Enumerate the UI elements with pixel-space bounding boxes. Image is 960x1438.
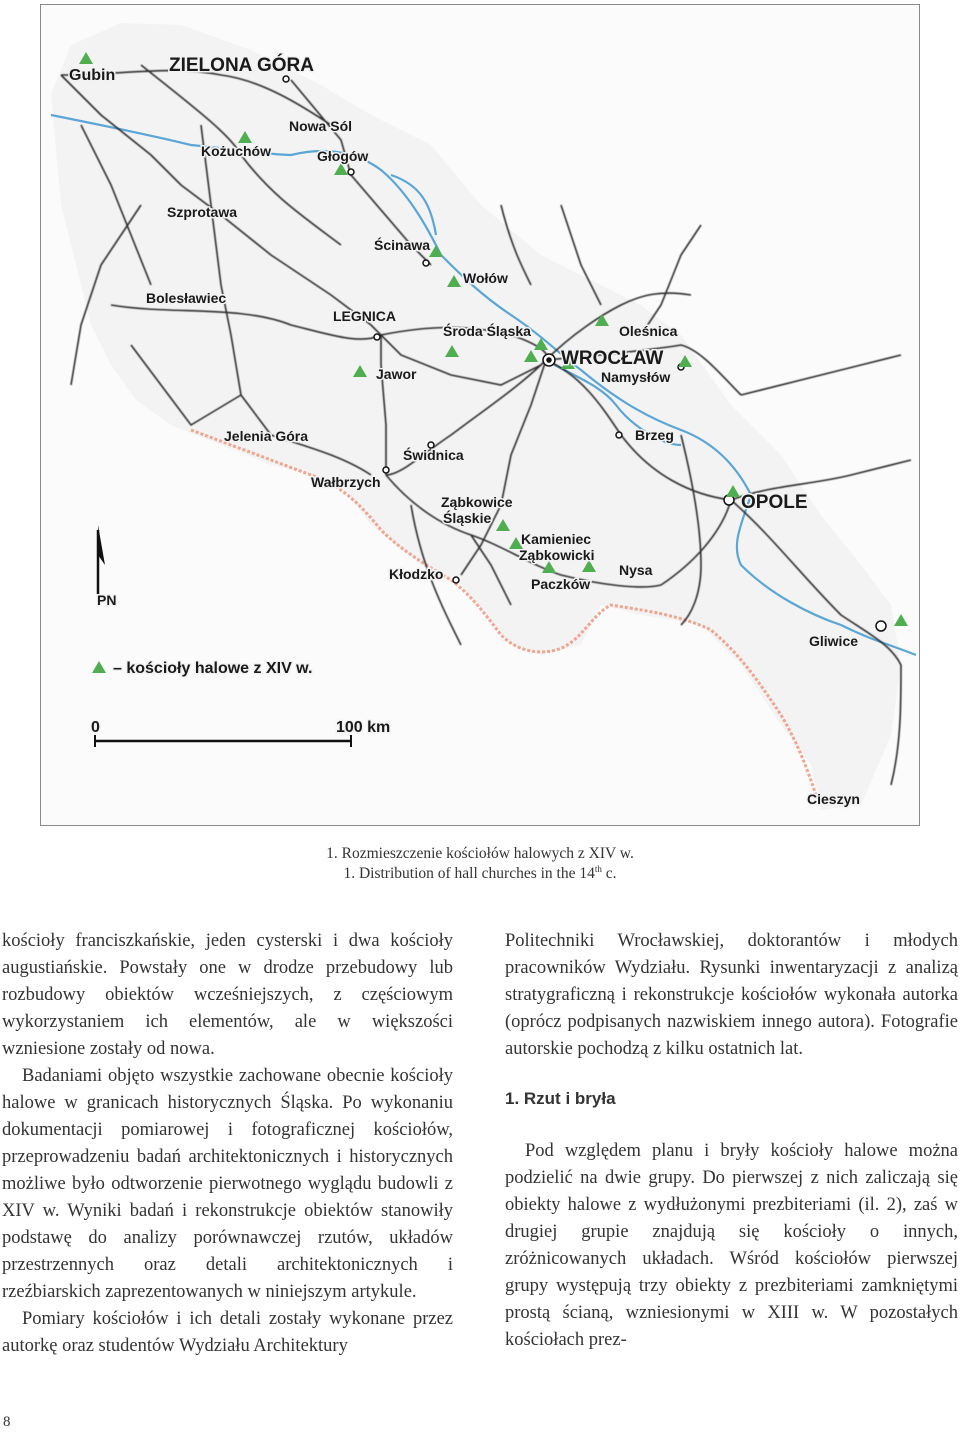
label-legnica: LEGNICA: [333, 308, 396, 324]
scale-max: 100 km: [336, 719, 391, 736]
caption-english-text: 1. Distribution of hall churches in the 14: [343, 865, 595, 883]
right-paragraph-2: Pod względem planu i bryły kościoły halowe można podzielić na dwie grupy. Do pierwszej z nich zaliczają się obiekty halowe z wydłużonymi prezbiteriami (il. 2), zaś w drugiej grupie znajdują się kościoły o innych, zróżnicowanych układach. Wśród kościołów pierwszej grupy występują trzy obiekty z prezbiteriami zamkniętymi prostą ścianą, wzniesionymi w XIII w. W pozostałych kościołach prez-: [505, 1141, 958, 1350]
label-opole: OPOLE: [741, 492, 808, 513]
map-canvas: [41, 5, 921, 827]
label-kozuchow: Kożuchów: [201, 143, 271, 159]
legend-text: – kościoły halowe z XIV w.: [113, 660, 313, 677]
caption-polish: 1. Rozmieszczenie kościołów halowych z XIV w.: [326, 845, 634, 862]
left-paragraph-3: Pomiary kościołów i ich detali zostały wykonane przez autorkę oraz studentów Wydziału Architektury: [2, 1309, 453, 1356]
label-paczkow: Paczków: [531, 576, 591, 592]
right-paragraph-1: Politechniki Wrocławskiej, doktorantów i młodych pracowników Wydziału. Rysunki inwentaryzacji z analizą stratygraficzną i rekonstrukcje kościołów wykonała autorka (oprócz podpisanych nazwiskiem innego autora). Fotografie autorskie pochodzą z kilku ostatnich lat.: [505, 931, 958, 1059]
label-nowa-sol: Nowa Sól: [289, 118, 353, 134]
label-szprotawa: Szprotawa: [167, 204, 238, 220]
label-gliwice: Gliwice: [809, 633, 859, 649]
label-zielona-gora: ZIELONA GÓRA: [169, 55, 314, 76]
scale-zero: 0: [91, 719, 100, 736]
label-cieszyn: Cieszyn: [807, 791, 860, 807]
left-paragraph-1: kościoły franciszkańskie, jeden cysterski i dwa kościoły augustiańskie. Powstały one w drodze przebudowy lub rozbudowy obiektów wcześniejszych, z częściowym wykorzystaniem ich elementów, ale w większości wzniesione zostały od nowa.: [2, 931, 453, 1059]
map-figure: [40, 4, 920, 826]
label-wroclaw: WROCŁAW: [561, 348, 664, 369]
north-label: PN: [97, 592, 117, 608]
caption-english: [0, 864, 960, 883]
right-column: [505, 928, 958, 1354]
label-zabkowice-1: Ząbkowice: [441, 494, 513, 510]
label-namyslow: Namysłów: [601, 369, 671, 385]
label-klodzko: Kłodzko: [389, 566, 444, 582]
label-walbrzych: Wałbrzych: [311, 474, 381, 490]
label-gubin: Gubin: [69, 67, 116, 84]
label-scinawa: Ścinawa: [374, 237, 431, 253]
north-arrow: [97, 525, 116, 608]
legend-church-marker: [92, 661, 106, 673]
label-kamieniec-1: Kamieniec: [521, 531, 592, 547]
left-column: [2, 928, 453, 1360]
label-zabkowice-2: Śląskie: [443, 510, 492, 526]
label-boleslawiec: Bolesławiec: [146, 290, 227, 306]
left-paragraph-2: Badaniami objęto wszystkie zachowane obecnie kościoły halowe w granicach historycznych Śląska. Po wykonaniu dokumentacji pomiarowej i fotograficznej kościołów, przeprowadzeniu badań architektonicznych i historycznych możliwe było odtworzenie pierwotnego wyglądu budowli z XIV w. Wyniki badań i rekonstrukcje obiektów stanowiły podstawę do analizy porównawczej rzutów, układów przestrzennych oraz detali architektonicznych i rzeźbiarskich zaprezentowanych w niniejszym artykule.: [2, 1066, 453, 1302]
caption-english-sup: th: [594, 864, 602, 874]
label-kamieniec-2: Ząbkowicki: [519, 547, 595, 563]
label-brzeg: Brzeg: [635, 427, 674, 443]
label-jelenia-gora: Jelenia Góra: [224, 428, 309, 444]
section-heading: 1. Rzut i bryła: [505, 1089, 616, 1108]
page-number: 8: [3, 1414, 11, 1430]
label-sroda: Środa Śląska: [443, 323, 531, 339]
label-glogow: Głogów: [317, 148, 369, 164]
label-nysa: Nysa: [619, 562, 653, 578]
map-legend: [92, 660, 312, 677]
label-olesnica: Oleśnica: [619, 323, 678, 339]
label-swidnica: Świdnica: [403, 447, 464, 463]
label-wolow: Wołów: [463, 270, 508, 286]
scale-bar: [91, 719, 390, 747]
caption-english-suffix: c.: [601, 865, 617, 883]
label-jawor: Jawor: [376, 366, 417, 382]
